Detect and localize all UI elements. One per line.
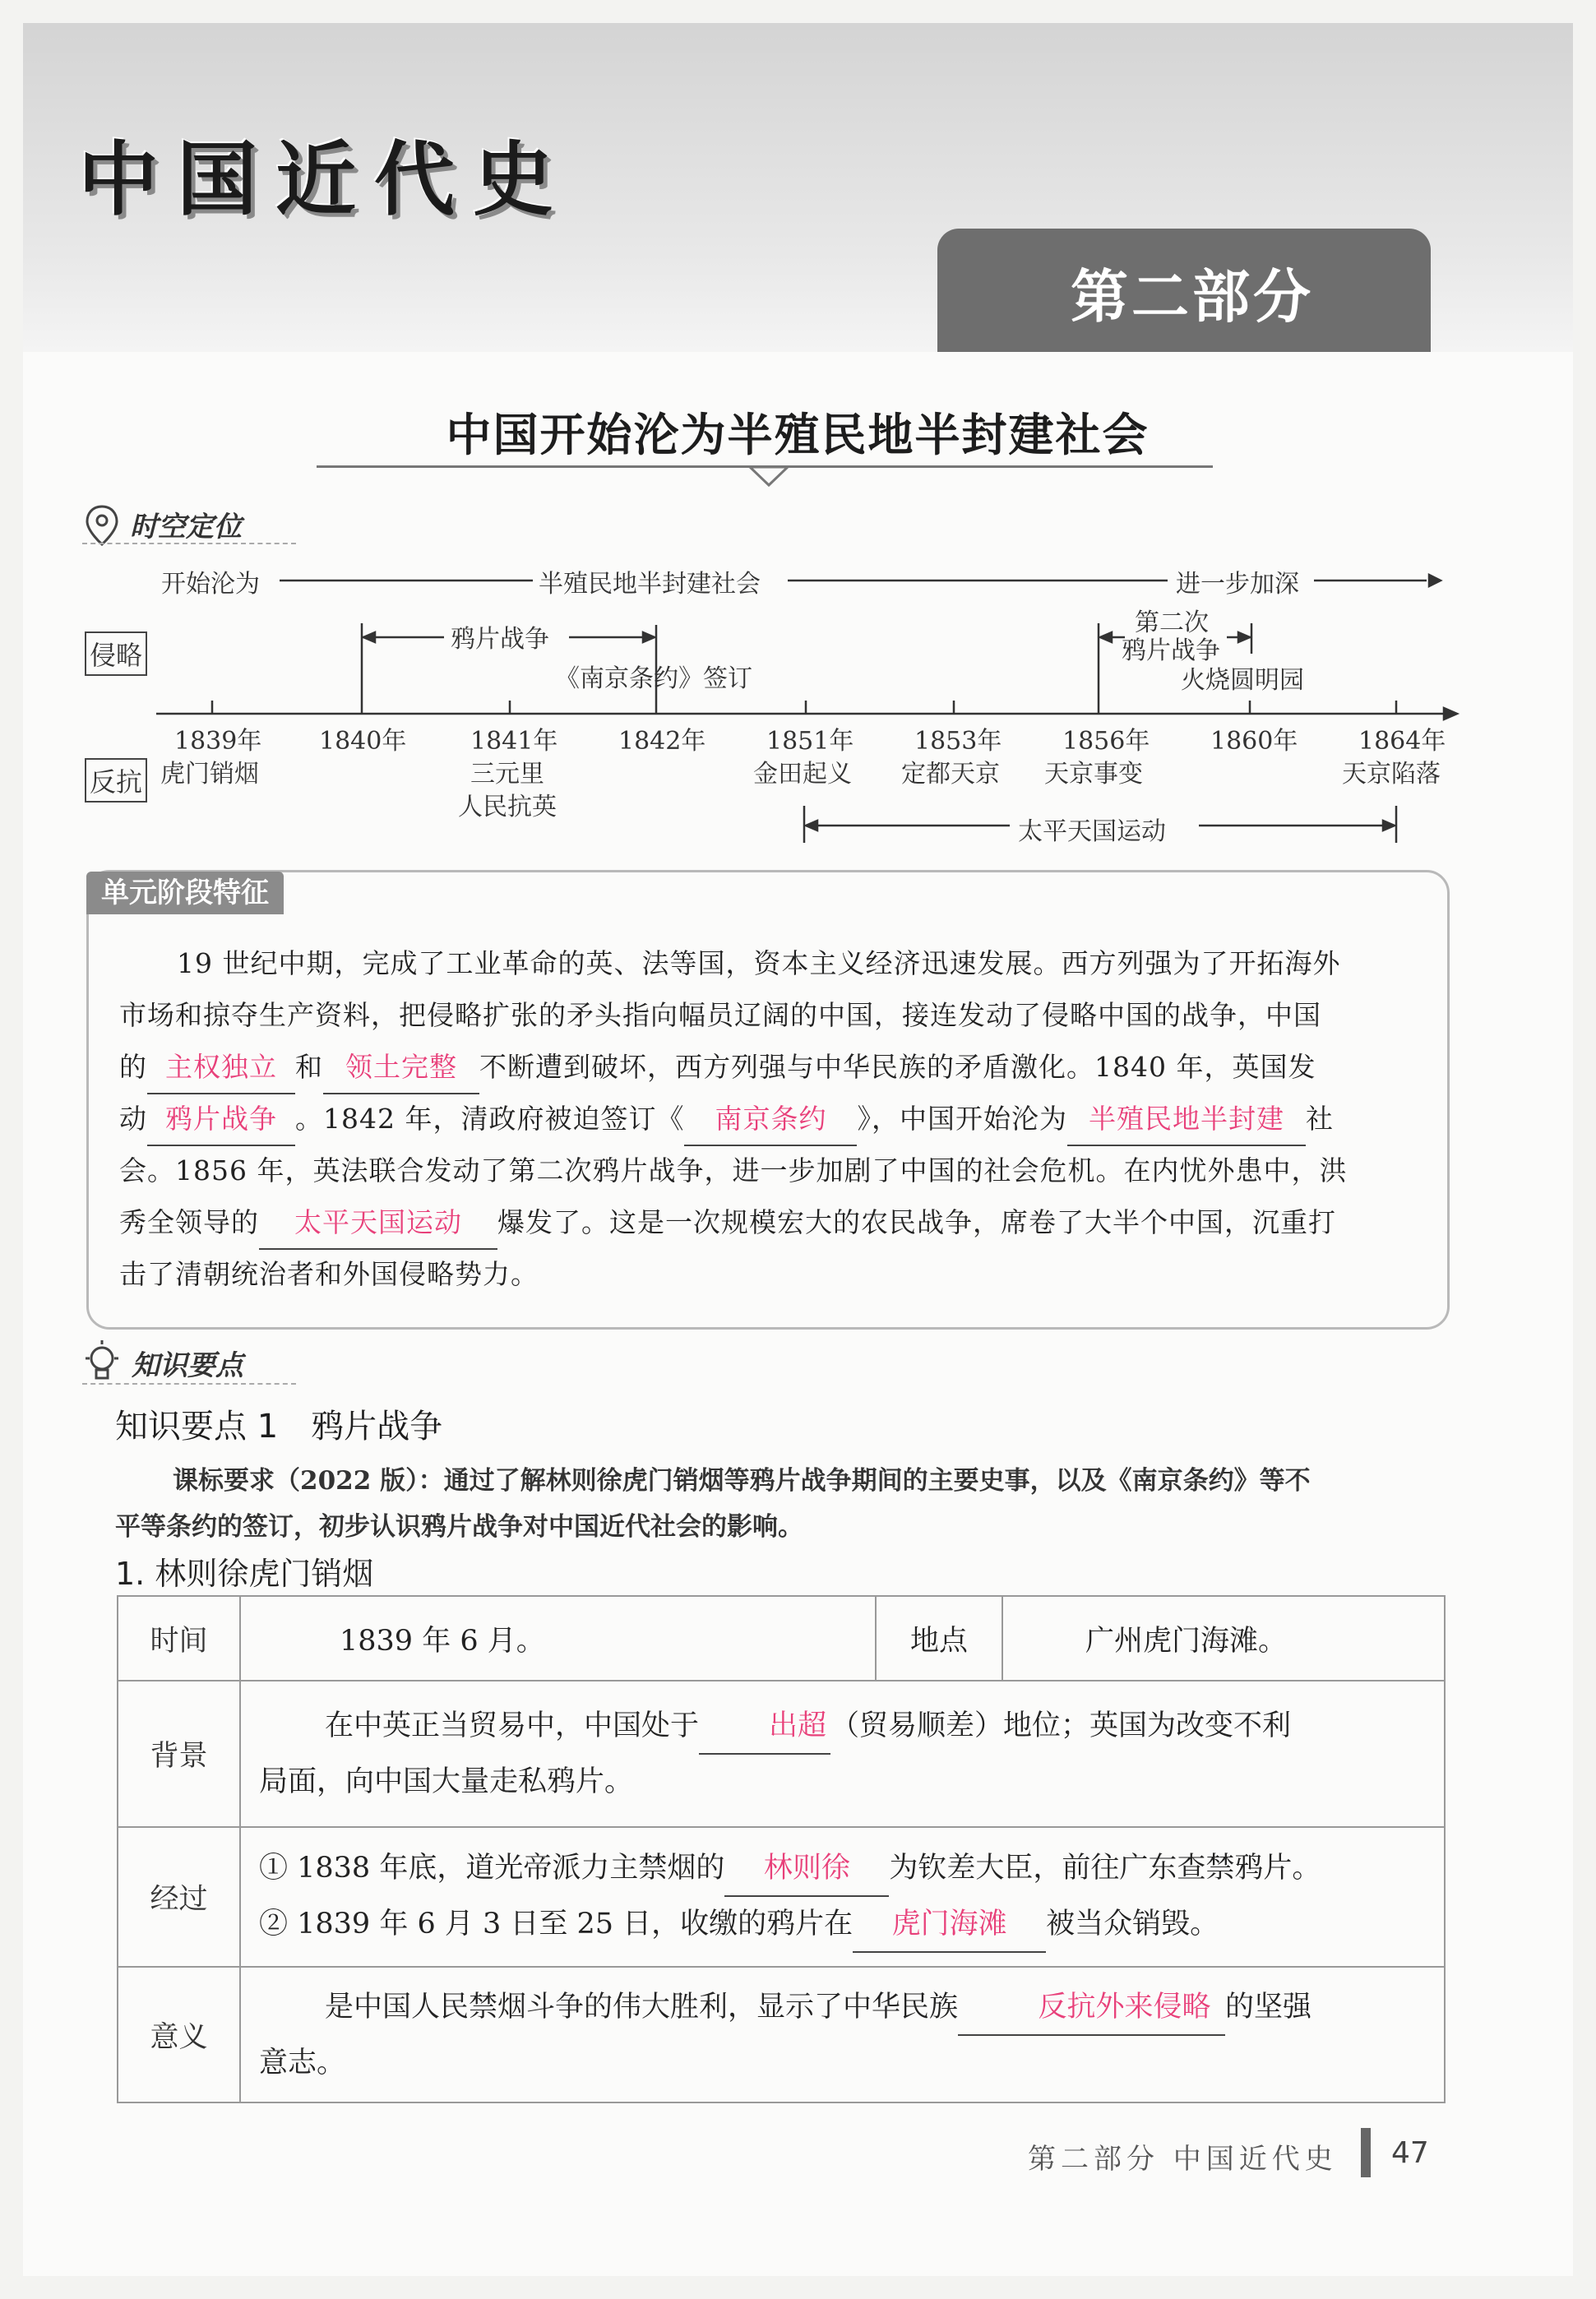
significance-line-2: 意志。: [259, 2046, 346, 2079]
significance-cell: [240, 1967, 1445, 2102]
table-row: [118, 1827, 1445, 1967]
year-1864: 1864年: [1358, 727, 1446, 756]
answer-blank: 出超: [699, 1699, 830, 1755]
event-sanyuanli-2: 人民抗英: [458, 793, 557, 821]
page-number: 47: [1391, 2136, 1429, 2170]
unit-line-1: 19 世纪中期，完成了工业革命的英、法等国，资本主义经济迅速发展。西方列强为了开拓海外: [177, 947, 1341, 979]
time-label: 时间: [118, 1596, 240, 1681]
event-jintian: 金田起义: [753, 760, 852, 789]
year-1853: 1853年: [914, 727, 1002, 756]
text: 。1842 年，清政府被迫签订《: [295, 1103, 685, 1135]
footer-divider: [1361, 2128, 1371, 2177]
unit-line-4: [119, 1093, 1418, 1146]
curriculum-requirement: [115, 1458, 1464, 1550]
phase-deepen: 进一步加深: [1176, 570, 1299, 599]
year-1856: 1856年: [1062, 727, 1150, 756]
table-row: [118, 1681, 1445, 1827]
answer-blank: 南京条约: [684, 1093, 857, 1146]
text: 为钦差大臣，前往广东查禁鸦片。: [889, 1852, 1321, 1885]
knowledge-point-title: 知识要点 1 鸦片战争: [115, 1408, 443, 1446]
answer-blank: 主权独立: [147, 1041, 295, 1094]
header-title: 中国近代史: [78, 133, 572, 227]
phase-middle: 半殖民地半封建社会: [539, 570, 761, 599]
second-opium-war-line2: 鸦片战争: [1122, 636, 1220, 665]
nanjing-treaty-label: 《南京条约》签订: [555, 664, 752, 693]
text: （贸易顺差）地位；英国为改变不利: [830, 1709, 1292, 1742]
significance-line-1: [259, 1980, 1426, 2036]
text: 是中国人民禁烟斗争的伟大胜利，显示了中华民族: [325, 1990, 959, 2024]
event-sanyuanli-1: 三元里: [470, 760, 544, 789]
year-1851: 1851年: [766, 727, 854, 756]
year-1860: 1860年: [1210, 727, 1298, 756]
time-value: 1839 年 6 月。: [240, 1596, 876, 1681]
part-label: 第二部分: [1071, 263, 1314, 331]
unit-features-tag: 单元阶段特征: [86, 872, 284, 914]
unit-line-2: 市场和掠夺生产资料，把侵略扩张的矛头指向幅员辽阔的中国，接连发动了侵略中国的战争，中国: [119, 999, 1321, 1031]
year-1842: 1842年: [618, 727, 706, 756]
section-title: 中国开始沦为半殖民地半封建社会: [446, 409, 1150, 461]
answer-blank: 林则徐: [724, 1841, 889, 1897]
taiping-label: 太平天国运动: [1018, 817, 1166, 846]
process-line-2: [259, 1897, 1426, 1953]
lightbulb-icon: [82, 1339, 122, 1386]
event-tianjing-fall: 天京陷落: [1342, 760, 1441, 789]
text: 的坚强: [1225, 1990, 1312, 2024]
process-label: 经过: [118, 1827, 240, 1967]
process-line-1: [259, 1841, 1426, 1897]
event-tianjing-incident: 天京事变: [1044, 760, 1143, 789]
answer-blank: 虎门海滩: [853, 1897, 1046, 1953]
text: 社: [1305, 1103, 1334, 1135]
background-label: 背景: [118, 1681, 240, 1827]
place-value: 广州虎门海滩。: [1002, 1596, 1445, 1681]
invasion-label: 侵略: [85, 631, 147, 676]
unit-line-5: 会。1856 年，英法联合发动了第二次鸦片战争，进一步加剧了中国的社会危机。在内忧外患中，洪: [119, 1154, 1348, 1187]
resistance-label: 反抗: [85, 758, 147, 803]
humen-table: [117, 1595, 1446, 2103]
year-1840: 1840年: [319, 727, 407, 756]
answer-blank: 半殖民地半封建: [1067, 1093, 1306, 1146]
item-title: 1. 林则徐虎门销烟: [115, 1556, 374, 1592]
text: 被当众销毁。: [1046, 1908, 1219, 1941]
year-1841: 1841年: [470, 727, 558, 756]
answer-blank: 反抗外来侵略: [958, 1980, 1225, 2036]
unit-line-3: [119, 1041, 1418, 1094]
text: 秀全领导的: [119, 1206, 259, 1238]
text: 动: [119, 1103, 147, 1135]
text: 不断遭到破坏，西方列强与中华民族的矛盾激化。1840 年，英国发: [479, 1051, 1316, 1083]
second-opium-war-line1: 第二次: [1135, 608, 1209, 637]
text: 》，中国开始沦为: [857, 1103, 1067, 1135]
text: 和: [295, 1051, 323, 1083]
text: ② 1839 年 6 月 3 日至 25 日，收缴的鸦片在: [259, 1908, 854, 1941]
text: 在中英正当贸易中，中国处于: [325, 1709, 700, 1742]
process-cell: [240, 1827, 1445, 1967]
footer-section: 第二部分 中国近代史: [1028, 2143, 1338, 2176]
event-humen: 虎门销烟: [160, 760, 259, 789]
answer-blank: 鸦片战争: [147, 1093, 295, 1146]
year-1839: 1839年: [174, 727, 262, 756]
table-row: [118, 1967, 1445, 2102]
heading-underline: [82, 1383, 296, 1385]
answer-blank: 领土完整: [323, 1041, 479, 1094]
significance-label: 意义: [118, 1967, 240, 2102]
place-label: 地点: [876, 1596, 1002, 1681]
background-line-2: 局面，向中国大量走私鸦片。: [259, 1765, 634, 1798]
background-line-1: [259, 1699, 1426, 1755]
knowledge-heading: 知识要点: [132, 1349, 243, 1382]
unit-line-7: 击了清朝统治者和外国侵略势力。: [119, 1258, 539, 1290]
table-row: [118, 1596, 1445, 1681]
event-tianjing: 定都天京: [901, 760, 1000, 789]
text: ① 1838 年底，道光帝派力主禁烟的: [259, 1852, 725, 1885]
phase-start: 开始沦为: [161, 570, 260, 599]
timeline-heading: 时空定位: [130, 511, 242, 544]
answer-blank: 太平天国运动: [259, 1196, 497, 1250]
text: 爆发了。这是一次规模宏大的农民战争，席卷了大半个中国，沉重打: [497, 1206, 1336, 1238]
requirement-line-2: 平等条约的签订，初步认识鸦片战争对中国近代社会的影响。: [115, 1512, 803, 1542]
unit-line-6: [119, 1196, 1418, 1250]
requirement-line-1: 课标要求（2022 版）：通过了解林则徐虎门销烟等鸦片战争期间的主要史事，以及《南京条约》等不: [173, 1466, 1311, 1496]
yuanmingyuan-label: 火烧圆明园: [1181, 666, 1304, 695]
background-cell: [240, 1681, 1445, 1827]
opium-war-label: 鸦片战争: [451, 625, 549, 654]
text: 的: [119, 1051, 147, 1083]
